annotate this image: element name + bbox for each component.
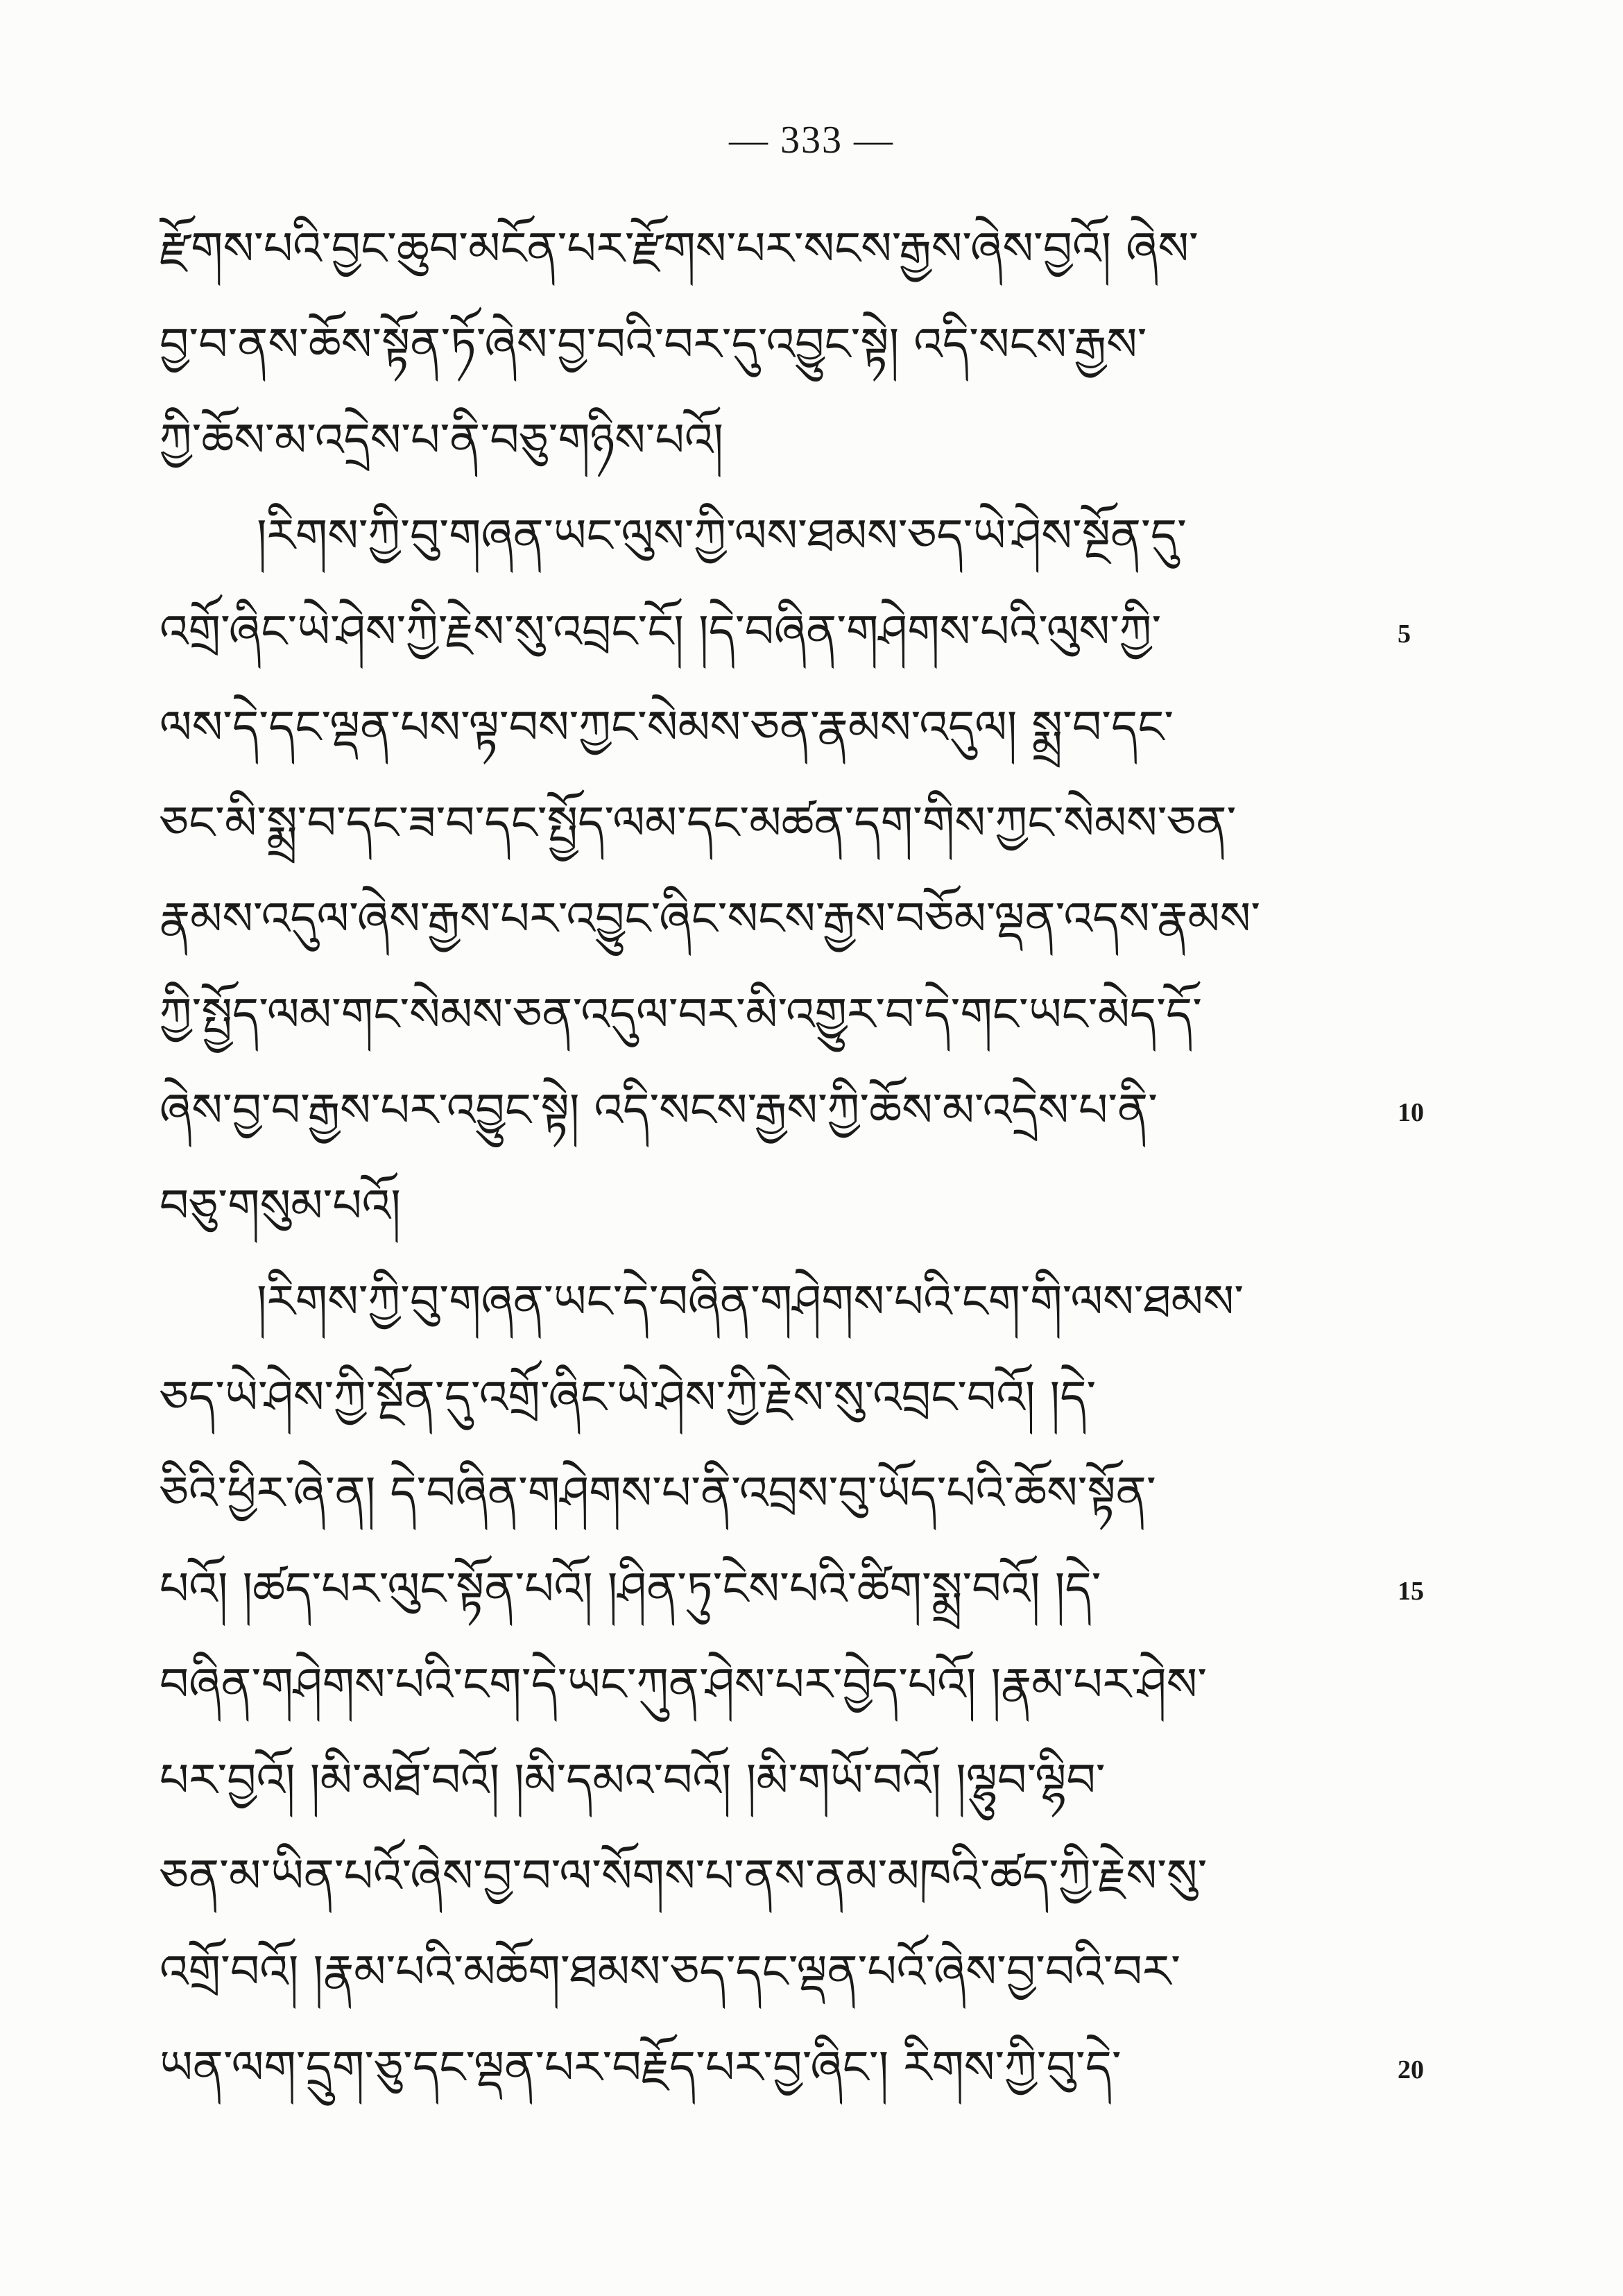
text-line: པའོ། །ཚད་པར་ལུང་སྟོན་པའོ། །ཤིན་ཏུ་ངེས་པའི་ཚིག་སྨྲ་བའོ། །དེ་ xyxy=(160,1562,1101,1616)
text-line: འགྲོ་ཞིང་ཡེ་ཤེས་ཀྱི་རྗེས་སུ་འབྲང་ངོ། །དེ་བཞིན་གཤེགས་པའི་ལུས་ཀྱི་ xyxy=(160,605,1162,658)
text-line: ཅང་མི་སྨྲ་བ་དང་ཟ་བ་དང་སྤྱོད་ལམ་དང་མཚན་དག་གིས་ཀྱང་སེམས་ཅན་ xyxy=(160,796,1237,850)
line-number: 10 xyxy=(1398,1098,1424,1127)
text-line: ཡན་ལག་དྲུག་ཅུ་དང་ལྡན་པར་བརྗོད་པར་བྱ་ཞིང་། རིགས་ཀྱི་བུ་དེ་ xyxy=(160,2041,1122,2094)
text-line: ལས་དེ་དང་ལྡན་པས་ལྟ་བས་ཀྱང་སེམས་ཅན་རྣམས་འདུལ། སྨྲ་བ་དང་ xyxy=(160,701,1174,754)
text-line: རྣམས་འདུལ་ཞེས་རྒྱས་པར་འབྱུང་ཞིང་སངས་རྒྱས་བཅོམ་ལྡན་འདས་རྣམས་ xyxy=(160,892,1261,945)
text-line: ཞེས་བྱ་བ་རྒྱས་པར་འབྱུང་སྟེ། འདི་སངས་རྒྱས་ཀྱི་ཆོས་མ་འདྲེས་པ་ནི་ xyxy=(160,1083,1158,1137)
text-line: ཅིའི་ཕྱིར་ཞེ་ན། དེ་བཞིན་གཤེགས་པ་ནི་འབྲས་བུ་ཡོད་པའི་ཆོས་སྟོན་ xyxy=(160,1466,1156,1520)
text-line: །རིགས་ཀྱི་བུ་གཞན་ཡང་དེ་བཞིན་གཤེགས་པའི་ངག་གི་ལས་ཐམས་ xyxy=(257,1275,1244,1328)
text-line: ཀྱི་ཆོས་མ་འདྲེས་པ་ནི་བཅུ་གཉིས་པའོ། xyxy=(160,413,724,467)
text-line: ཅན་མ་ཡིན་པའོ་ཞེས་བྱ་བ་ལ་སོགས་པ་ནས་ནམ་མཁའི་ཚད་ཀྱི་རྗེས་སུ་ xyxy=(160,1849,1208,1903)
text-line: བྱ་བ་ནས་ཆོས་སྟོན་ཏོ་ཞེས་བྱ་བའི་བར་དུ་འབྱུང་སྟེ། འདི་སངས་རྒྱས་ xyxy=(160,318,1147,371)
line-number: 20 xyxy=(1398,2055,1424,2084)
text-line: འགྲོ་བའོ། །རྣམ་པའི་མཆོག་ཐམས་ཅད་དང་ལྡན་པའོ་ཞེས་བྱ་བའི་བར་ xyxy=(160,1945,1180,1998)
page-number: — 333 — xyxy=(729,119,894,162)
text-line: ཀྱི་སྤྱོད་ལམ་གང་སེམས་ཅན་འདུལ་བར་མི་འགྱུར་བ་དེ་གང་ཡང་མེད་དོ་ xyxy=(160,988,1203,1041)
text-line: བཅུ་གསུམ་པའོ། xyxy=(160,1179,401,1233)
line-number: 5 xyxy=(1398,619,1411,649)
text-line: ཅད་ཡེ་ཤེས་ཀྱི་སྔོན་དུ་འགྲོ་ཞིང་ཡེ་ཤེས་ཀྱི་རྗེས་སུ་འབྲང་བའོ། །དེ་ xyxy=(160,1371,1097,1424)
text-line: །རིགས་ཀྱི་བུ་གཞན་ཡང་ལུས་ཀྱི་ལས་ཐམས་ཅད་ཡེ་ཤེས་སྔོན་དུ་ xyxy=(257,509,1187,563)
text-line: བཞིན་གཤེགས་པའི་ངག་དེ་ཡང་ཀུན་ཤེས་པར་བྱེད་པའོ། །རྣམ་པར་ཤེས་ xyxy=(160,1658,1208,1711)
text-line: པར་བྱའོ། །མི་མཐོ་བའོ། །མི་དམའ་བའོ། །མི་གཡོ་བའོ། །ལྷུབ་ལྷིབ་ xyxy=(160,1754,1106,1807)
body-text xyxy=(160,201,1394,2116)
line-number: 15 xyxy=(1398,1577,1424,1606)
text-line: རྫོགས་པའི་བྱང་ཆུབ་མངོན་པར་རྫོགས་པར་སངས་རྒྱས་ཞེས་བྱའོ། ཞེས་ xyxy=(160,222,1199,275)
